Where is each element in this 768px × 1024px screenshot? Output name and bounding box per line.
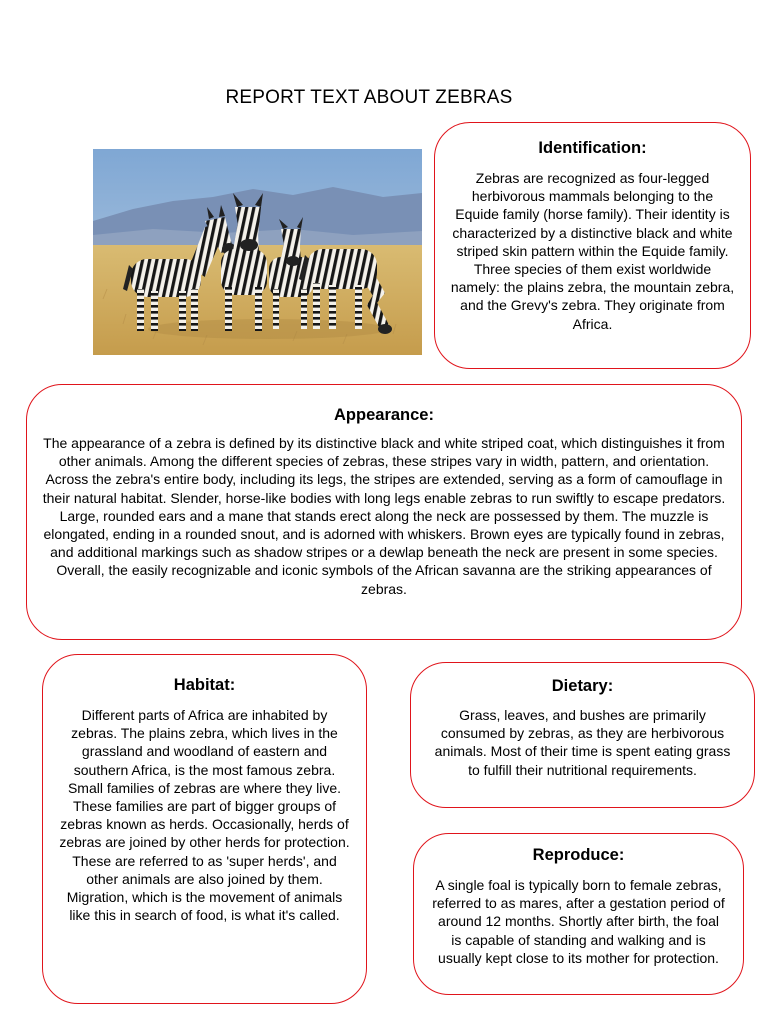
identification-text: Zebras are recognized as four-legged herbivorous mammals belonging to the Equide family (horse family). Their identity is characterized by a distinctive black and white striped skin pattern within the Equide family. Three species of them exist worldwide namely: the plains zebra, the mountain zebra, and the Grevy's zebra. They originate from Africa. <box>450 170 735 332</box>
habitat-text: Different parts of Africa are inhabited by zebras. The plains zebra, which lives in the grassland and woodland of eastern and southern Africa, is the most famous zebra. Small families of zebras are where they live. These families are part of bigger groups of zebras known as herds. Occasionally, herds of zebras are joined by other herds for protection. These are referred to as 'super herds', and other animals are also joined by them. Migration, which is the movement of animals like this in search of food, is what it's called. <box>59 707 350 924</box>
habitat-section <box>42 654 367 1004</box>
dietary-section <box>410 662 755 808</box>
reproduce-text: A single foal is typically born to female zebras, referred to as mares, after a gestation period of around 12 months. Shortly after birth, the foal is capable of standing and walking and is usually kept close to its mother for protection. <box>432 877 725 966</box>
habitat-heading: Habitat: <box>173 676 236 694</box>
dietary-heading: Dietary: <box>551 677 614 695</box>
dietary-text: Grass, leaves, and bushes are primarily consumed by zebras, as they are herbivorous animals. Most of their time is spent eating grass to fulfill their nutritional requirements. <box>434 707 731 778</box>
zebra-herd-photo <box>93 149 422 355</box>
reproduce-heading: Reproduce: <box>532 846 625 864</box>
reproduce-section <box>413 833 744 995</box>
identification-section <box>434 122 751 369</box>
zebra-herd-illustration <box>93 149 422 355</box>
identification-heading: Identification: <box>538 139 647 157</box>
report-title: REPORT TEXT ABOUT ZEBRAS <box>225 87 513 108</box>
appearance-text: The appearance of a zebra is defined by its distinctive black and white striped coat, which distinguishes it from other animals. Among the different species of zebras, these stripes vary in width, pattern, and orientation. Across the zebra's entire body, including its legs, the stripes are extended, serving as a form of camouflage in their natural habitat. Slender, horse-like bodies with long legs enable zebras to run swiftly to escape predators. Large, rounded ears and a mane that stands erect along the neck are possessed by them. The muzzle is elongated, ending in a rounded snout, and is adorned with whiskers. Brown eyes are typically found in zebras, and additional markings such as shadow stripes or a dewlap beneath the neck are present in some species. Overall, the easily recognizable and iconic symbols of the African savanna are the striking appearances of zebras. <box>42 435 726 597</box>
appearance-section <box>26 384 742 640</box>
appearance-heading: Appearance: <box>334 406 434 424</box>
